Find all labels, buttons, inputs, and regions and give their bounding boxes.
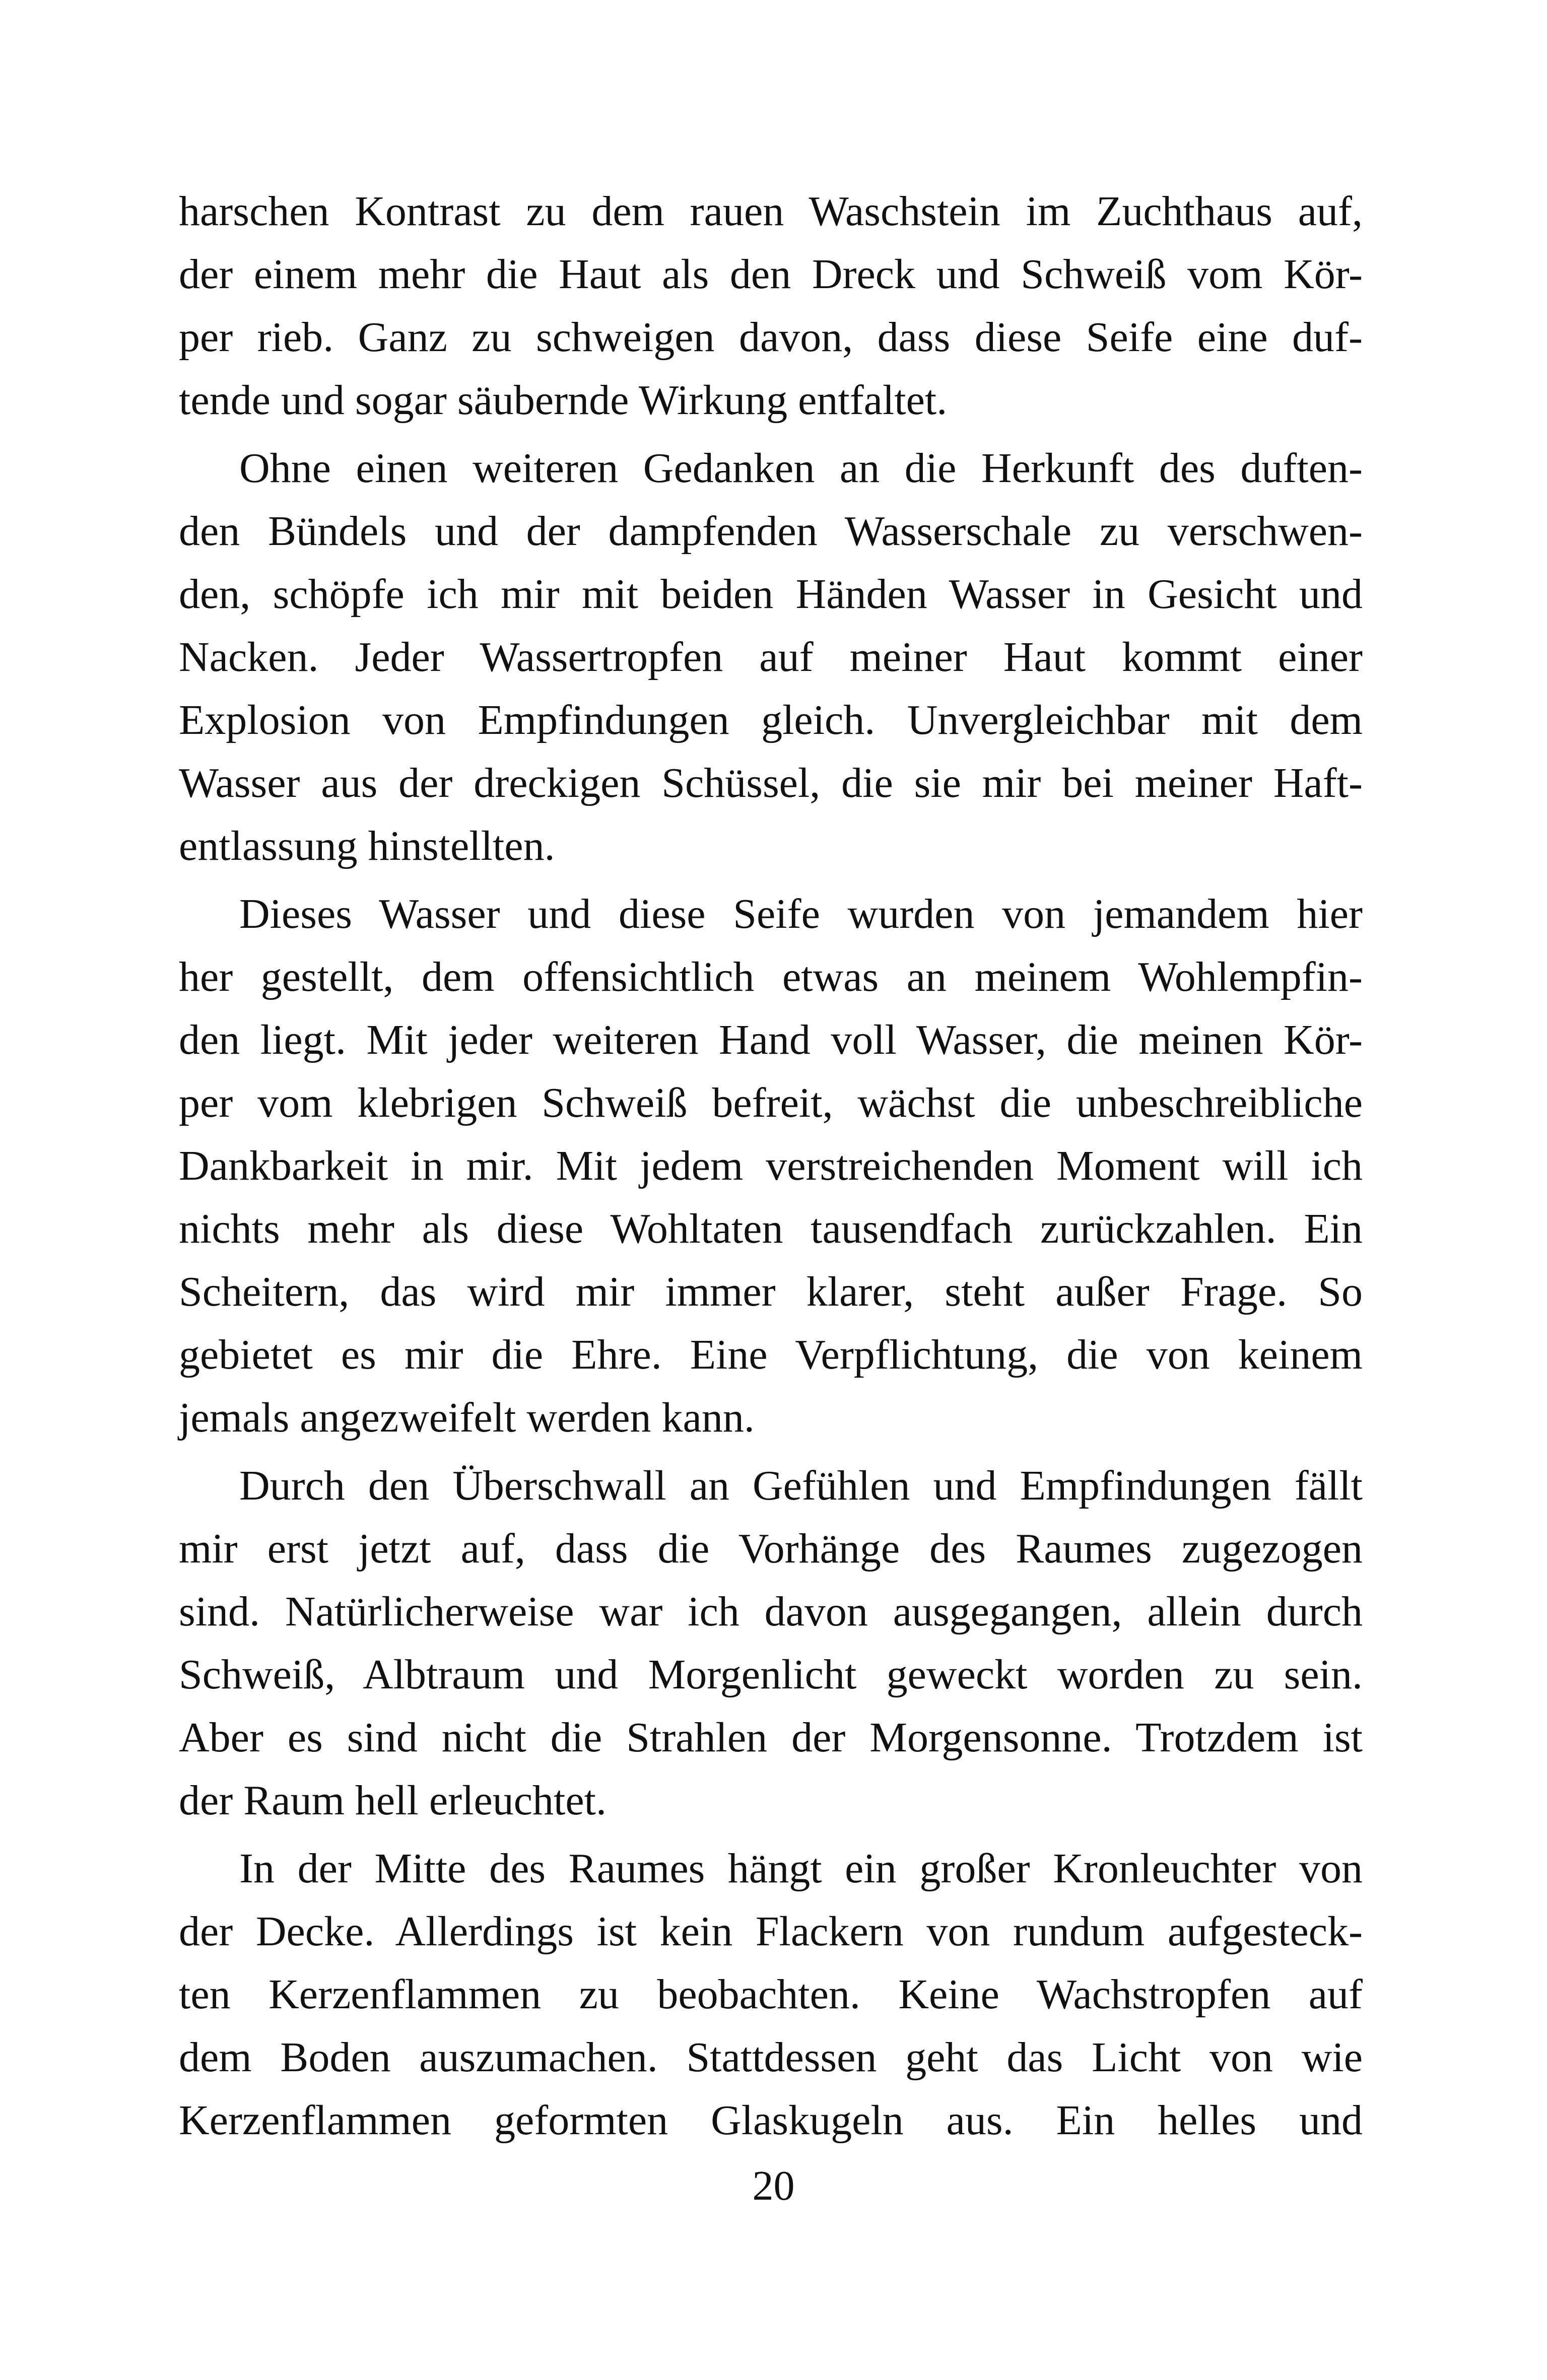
text-line: den Bündels und der dampfenden Wasserschale zu verschwen-	[179, 508, 1363, 555]
text-line: harschen Kontrast zu dem rauen Waschstein im Zuchthaus auf,	[179, 188, 1363, 235]
text-line: nichts mehr als diese Wohltaten tausendfach zurückzahlen. Ein	[179, 1205, 1363, 1252]
text-line: der Decke. Allerdings ist kein Flackern von rundum aufgesteck-	[179, 1908, 1363, 1955]
text-line: Schweiß, Albtraum und Morgenlicht geweckt worden zu sein.	[179, 1651, 1363, 1698]
text-line: Aber es sind nicht die Strahlen der Morgensonne. Trotzdem ist	[179, 1714, 1363, 1761]
text-line: tende und sogar säubernde Wirkung entfaltet.	[179, 377, 948, 424]
text-line: sind. Natürlicherweise war ich davon ausgegangen, allein durch	[179, 1588, 1363, 1635]
text-line: mir erst jetzt auf, dass die Vorhänge des Raumes zugezogen	[179, 1525, 1363, 1572]
text-line: Nacken. Jeder Wassertropfen auf meiner Haut kommt einer	[179, 634, 1363, 681]
text-line: ten Kerzenflammen zu beobachten. Keine Wachstropfen auf	[179, 1971, 1363, 2018]
text-line: dem Boden auszumachen. Stattdessen geht das Licht von wie	[179, 2034, 1363, 2081]
text-line: entlassung hinstellten.	[179, 823, 555, 869]
text-line: Ohne einen weiteren Gedanken an die Herkunft des duften-	[239, 445, 1363, 492]
text-line: Kerzenflammen geformten Glaskugeln aus. Ein helles und	[179, 2097, 1363, 2144]
text-line: Wasser aus der dreckigen Schüssel, die sie mir bei meiner Haft-	[179, 760, 1363, 806]
text-line: per rieb. Ganz zu schweigen davon, dass diese Seife eine duf-	[179, 314, 1363, 361]
text-line: Dieses Wasser und diese Seife wurden von jemandem hier	[239, 891, 1363, 937]
text-line: Durch den Überschwall an Gefühlen und Empfindungen fällt	[239, 1462, 1363, 1509]
text-line: den, schöpfe ich mir mit beiden Händen Wasser in Gesicht und	[179, 571, 1363, 618]
page-number: 20	[752, 2162, 795, 2209]
text-line: Scheitern, das wird mir immer klarer, steht außer Frage. So	[179, 1268, 1363, 1315]
text-line: Dankbarkeit in mir. Mit jedem verstreichenden Moment will ich	[179, 1142, 1363, 1189]
text-line: den liegt. Mit jeder weiteren Hand voll Wasser, die meinen Kör-	[179, 1016, 1363, 1063]
text-line: gebietet es mir die Ehre. Eine Verpflichtung, die von keinem	[179, 1331, 1363, 1378]
text-line: der einem mehr die Haut als den Dreck und Schweiß vom Kör-	[179, 251, 1363, 298]
text-line: Explosion von Empfindungen gleich. Unvergleichbar mit dem	[179, 697, 1363, 743]
text-line: jemals angezweifelt werden kann.	[179, 1394, 755, 1441]
text-line: In der Mitte des Raumes hängt ein großer Kronleuchter von	[239, 1845, 1363, 1892]
text-line: per vom klebrigen Schweiß befreit, wächst die unbeschreibliche	[179, 1079, 1363, 1126]
text-line: her gestellt, dem offensichtlich etwas an meinem Wohlempfin-	[179, 954, 1363, 1000]
text-line: der Raum hell erleuchtet.	[179, 1777, 607, 1824]
